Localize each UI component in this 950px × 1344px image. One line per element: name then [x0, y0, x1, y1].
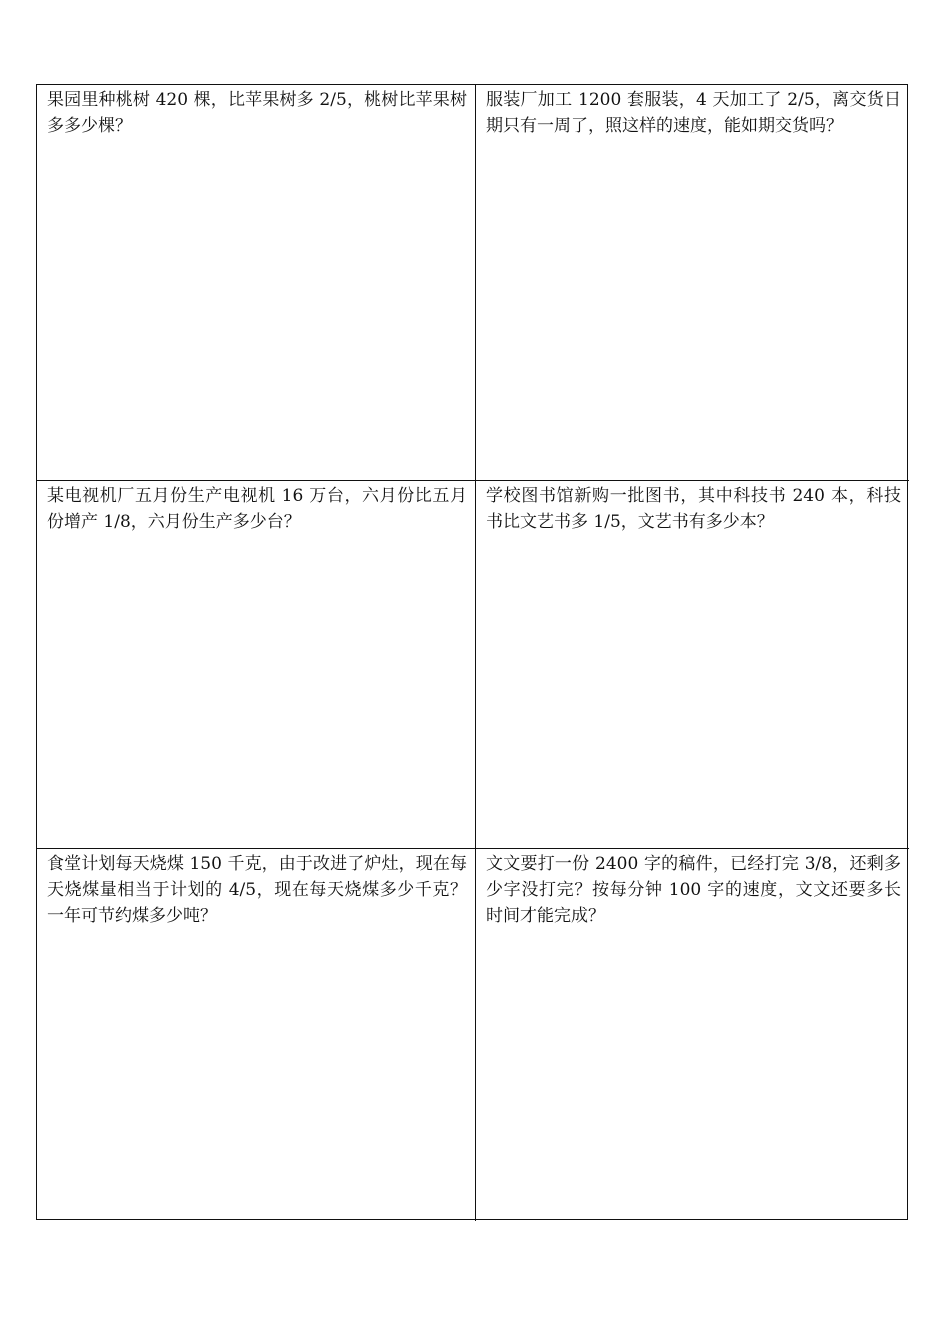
- problem-text: 学校图书馆新购一批图书，其中科技书 240 本，科技书比文艺书多 1/5，文艺书有多少本？: [486, 486, 901, 532]
- problem-grid: [36, 84, 908, 1220]
- problem-text: 某电视机厂五月份生产电视机 16 万台，六月份比五月份增产 1/8，六月份生产多少台？: [47, 486, 467, 532]
- problem-text: 果园里种桃树 420 棵，比苹果树多 2/5，桃树比苹果树多多少棵？: [47, 90, 467, 136]
- problem-cell-typing-manuscript: [476, 849, 909, 1221]
- problem-text: 食堂计划每天烧煤 150 千克，由于改进了炉灶，现在每天烧煤量相当于计划的 4/5，现在每天烧煤多少千克？一年可节约煤多少吨？: [47, 854, 467, 926]
- problem-text: 文文要打一份 2400 字的稿件，已经打完 3/8，还剩多少字没打完？按每分钟 100 字的速度，文文还要多长时间才能完成？: [486, 854, 901, 926]
- problem-cell-tv-factory: [37, 481, 476, 849]
- problem-cell-canteen-coal: [37, 849, 476, 1221]
- problem-cell-peach-trees: [37, 85, 476, 481]
- problem-cell-library-books: [476, 481, 909, 849]
- problem-text: 服装厂加工 1200 套服装，4 天加工了 2/5，离交货日期只有一周了，照这样的速度，能如期交货吗？: [486, 90, 901, 136]
- problem-cell-clothing-factory: [476, 85, 909, 481]
